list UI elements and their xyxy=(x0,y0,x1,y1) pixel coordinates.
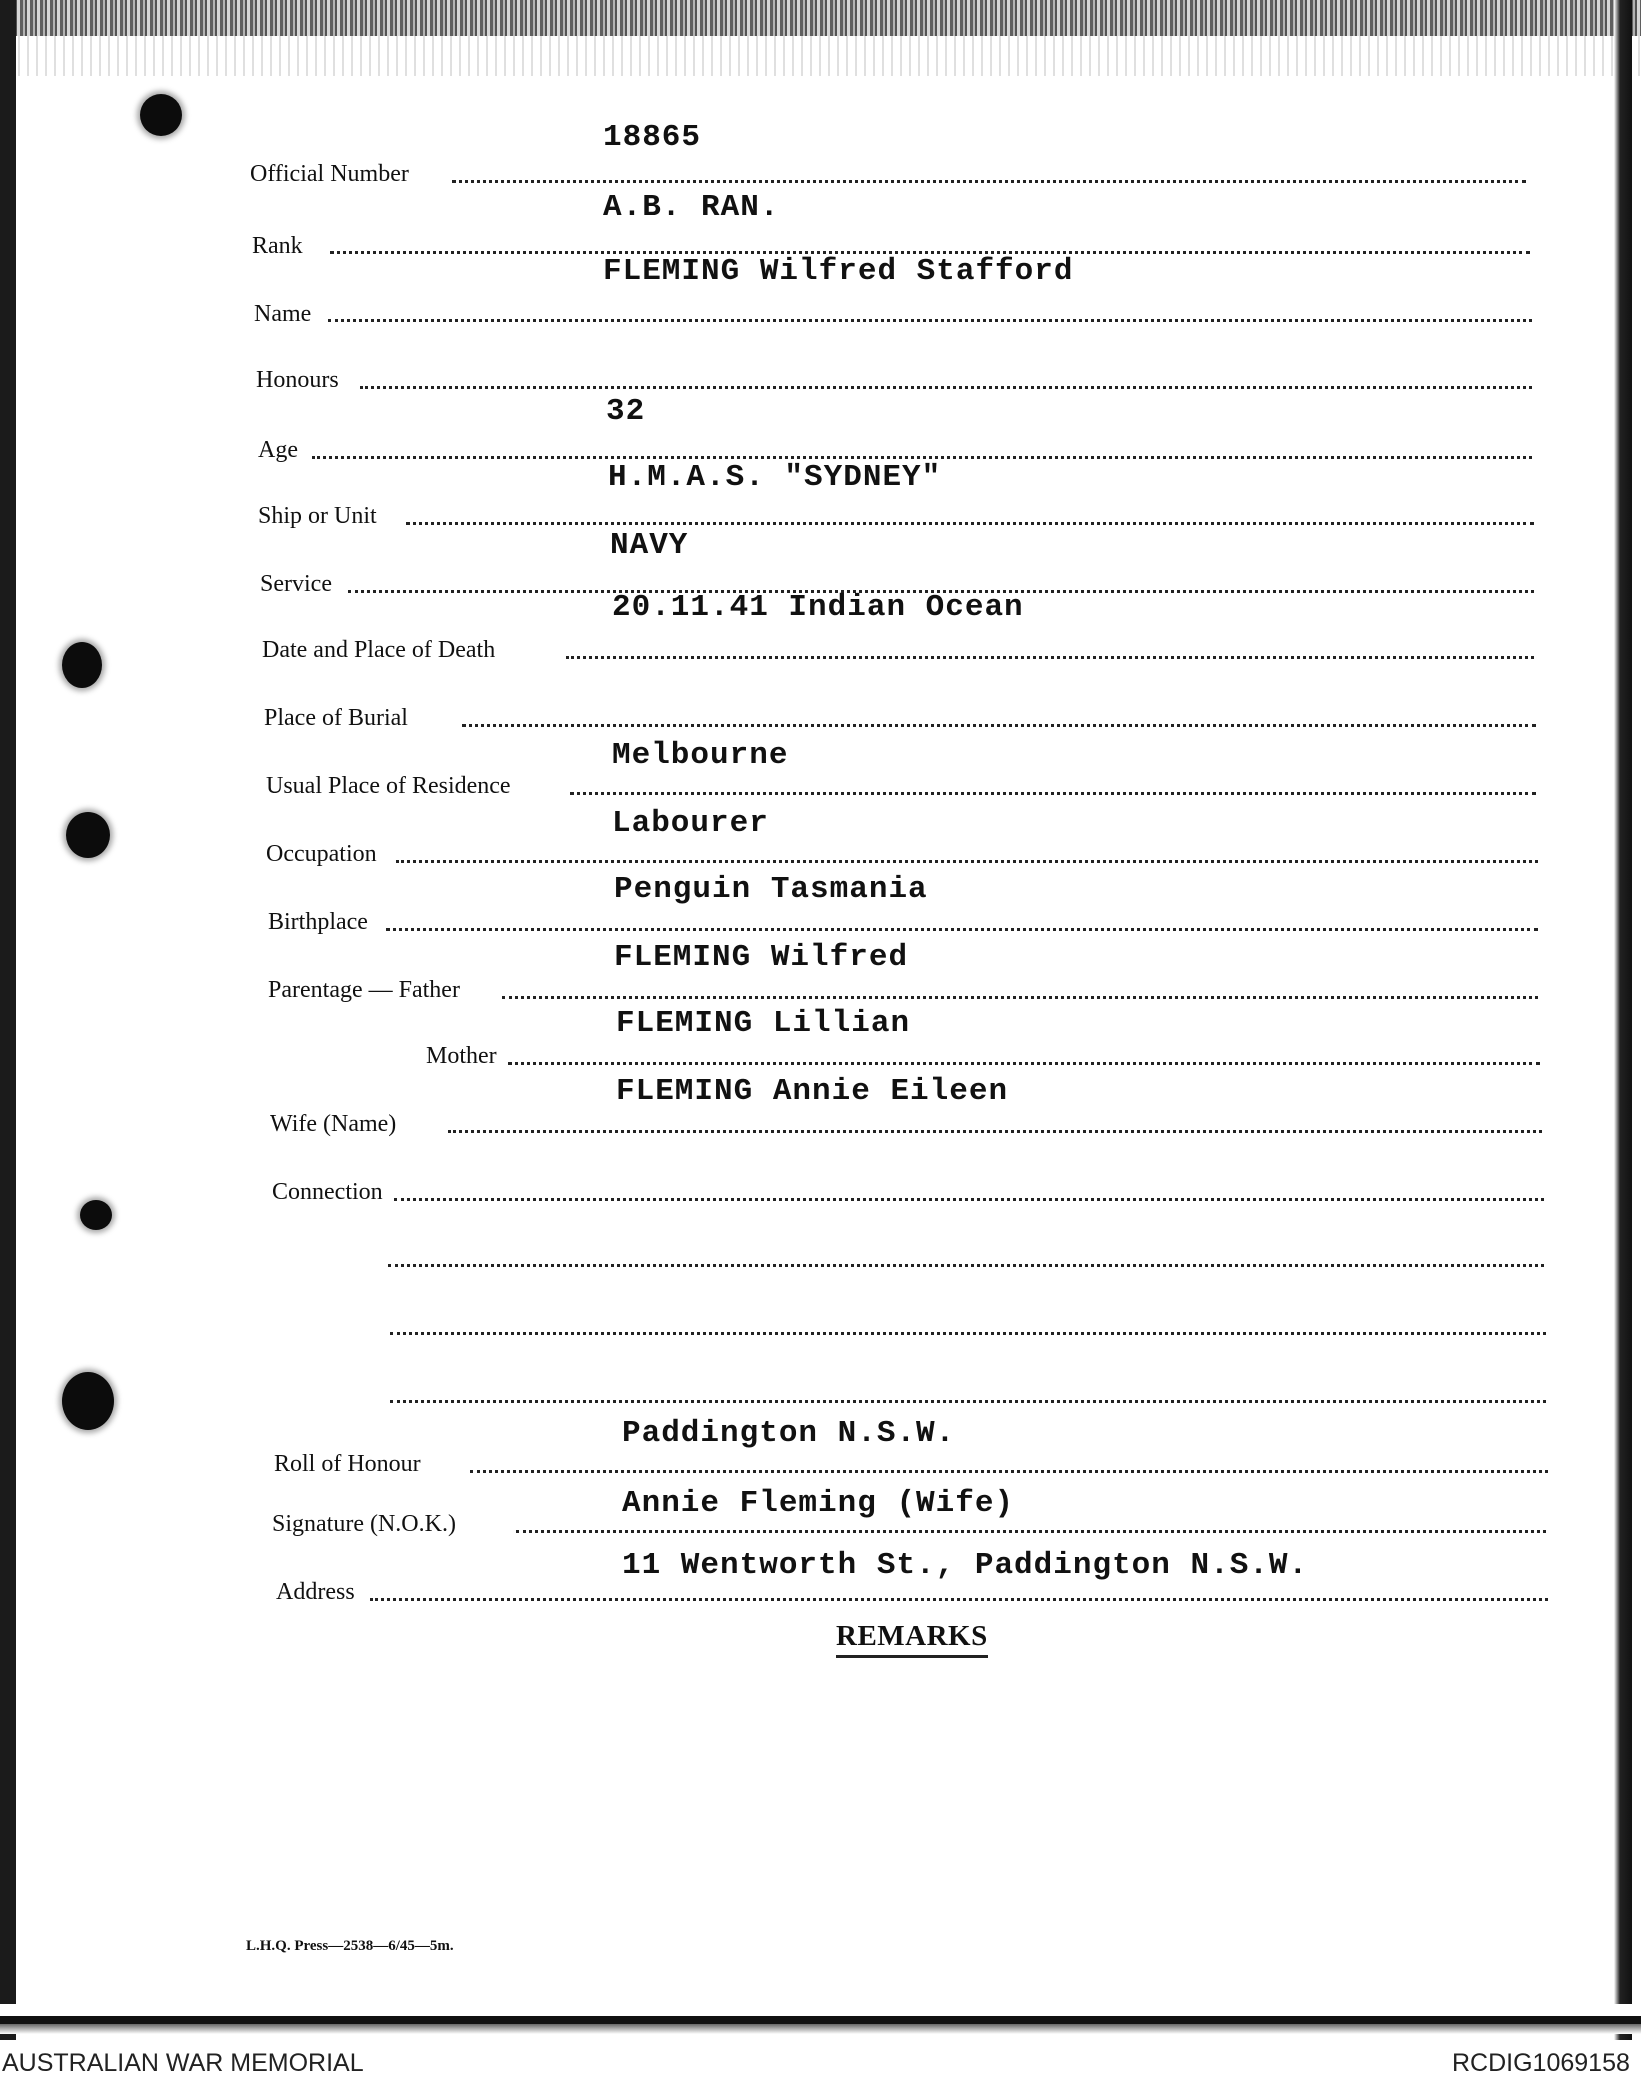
field-label-father: Parentage — Father xyxy=(268,977,460,1003)
field-line xyxy=(386,928,1538,931)
field-line xyxy=(502,996,1538,999)
scan-edge-top xyxy=(0,0,1641,36)
field-line xyxy=(396,860,1538,863)
field-value-birthplace: Penguin Tasmania xyxy=(614,872,928,907)
scan-noise-top xyxy=(0,36,1641,76)
field-label-residence: Usual Place of Residence xyxy=(266,773,511,799)
field-label-roll-of-honour: Roll of Honour xyxy=(274,1451,421,1477)
field-value-date-place-death: 20.11.41 Indian Ocean xyxy=(612,590,1024,625)
punch-hole xyxy=(80,1200,112,1230)
field-label-ship-or-unit: Ship or Unit xyxy=(258,503,377,529)
field-value-ship-or-unit: H.M.A.S. "SYDNEY" xyxy=(608,460,942,495)
field-line xyxy=(462,724,1536,727)
field-label-mother: Mother xyxy=(426,1043,497,1069)
field-line xyxy=(448,1130,1542,1133)
field-label-honours: Honours xyxy=(256,367,339,393)
field-value-official-number: 18865 xyxy=(603,120,702,155)
blank-line xyxy=(390,1400,1546,1403)
field-value-name: FLEMING Wilfred Stafford xyxy=(603,254,1074,289)
field-label-date-place-death: Date and Place of Death xyxy=(262,637,496,663)
field-value-rank: A.B. RAN. xyxy=(603,190,780,225)
blank-line xyxy=(388,1264,1544,1267)
field-label-rank: Rank xyxy=(252,233,303,259)
field-label-signature: Signature (N.O.K.) xyxy=(272,1511,456,1537)
punch-hole xyxy=(62,1372,114,1430)
remarks-heading: REMARKS xyxy=(836,1620,988,1658)
field-label-birthplace: Birthplace xyxy=(268,909,368,935)
field-line xyxy=(360,386,1532,389)
field-value-address: 11 Wentworth St., Paddington N.S.W. xyxy=(622,1548,1309,1583)
blank-line xyxy=(390,1332,1546,1335)
field-line xyxy=(452,180,1526,183)
field-line xyxy=(470,1470,1548,1473)
field-label-connection: Connection xyxy=(272,1179,383,1205)
punch-hole xyxy=(66,812,110,858)
print-code: L.H.Q. Press—2538—6/45—5m. xyxy=(246,1938,454,1954)
field-line xyxy=(370,1598,1548,1601)
field-label-official-number: Official Number xyxy=(250,161,409,187)
field-label-address: Address xyxy=(276,1579,355,1605)
field-value-father: FLEMING Wilfred xyxy=(614,940,909,975)
field-label-name: Name xyxy=(254,301,312,327)
field-label-wife: Wife (Name) xyxy=(270,1111,397,1137)
field-line xyxy=(406,522,1534,525)
punch-hole xyxy=(140,94,182,136)
footer-institution: AUSTRALIAN WAR MEMORIAL xyxy=(2,2049,364,2077)
field-label-occupation: Occupation xyxy=(266,841,377,867)
field-line xyxy=(570,792,1536,795)
field-value-signature: Annie Fleming (Wife) xyxy=(622,1486,1015,1521)
field-value-roll-of-honour: Paddington N.S.W. xyxy=(622,1416,956,1451)
field-value-mother: FLEMING Lillian xyxy=(616,1006,911,1041)
footer-record-id: RCDIG1069158 xyxy=(1452,2049,1630,2077)
field-line xyxy=(566,656,1534,659)
field-value-occupation: Labourer xyxy=(612,806,769,841)
field-value-residence: Melbourne xyxy=(612,738,789,773)
punch-hole xyxy=(62,642,102,688)
field-label-service: Service xyxy=(260,571,332,597)
field-line xyxy=(516,1530,1546,1533)
bottom-rule xyxy=(0,2004,1641,2034)
field-line xyxy=(312,456,1532,459)
scan-edge-right xyxy=(1614,0,1632,2040)
scan-edge-left xyxy=(0,0,16,2040)
field-value-service: NAVY xyxy=(610,528,689,563)
field-label-age: Age xyxy=(258,437,298,463)
field-value-age: 32 xyxy=(606,394,646,429)
field-value-wife: FLEMING Annie Eileen xyxy=(616,1074,1009,1109)
footer xyxy=(0,2040,1641,2082)
field-label-place-of-burial: Place of Burial xyxy=(264,705,408,731)
field-line xyxy=(328,319,1532,322)
field-line xyxy=(508,1062,1540,1065)
field-line xyxy=(394,1198,1544,1201)
